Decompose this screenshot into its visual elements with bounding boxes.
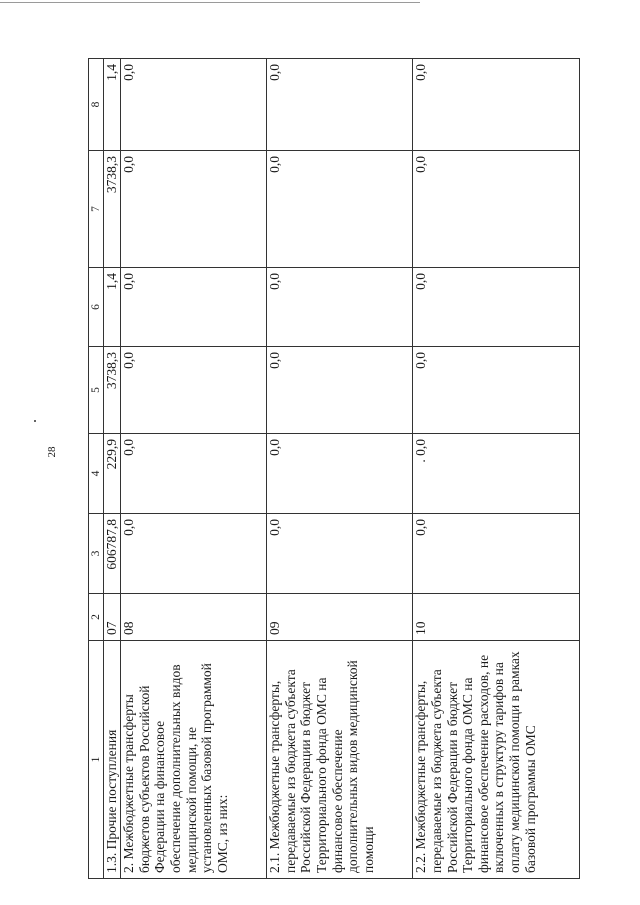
row-label: 2.1. Межбюджетные трансферты, передаваемые из бюджета субъекта Российской Федерации в бюджет Территориального фонда ОМС на финансовое обеспечение дополнительных видов медицинской помощи <box>267 641 413 879</box>
value-cell: 0,0 <box>121 59 267 151</box>
column-number-row <box>89 59 104 879</box>
column-number: 3 <box>89 514 104 594</box>
row-label: 2. Межбюджетные трансферты бюджетов субъектов Российской Федерации на финансовое обеспечение дополнительных видов медицинской помощи, не установленных базовой программой ОМС, из них: <box>121 641 267 879</box>
row-code: 10 <box>413 594 580 641</box>
value-cell: 0,0 <box>267 347 413 434</box>
budget-table <box>88 58 580 879</box>
value-cell: 606787,8 <box>104 514 121 594</box>
value-cell: 1,4 <box>104 268 121 347</box>
row-code: 09 <box>267 594 413 641</box>
table-row <box>121 59 267 879</box>
value-cell: 0,0 <box>413 514 580 594</box>
value-cell: 0,0 <box>121 347 267 434</box>
value-cell: 0,0 <box>121 434 267 514</box>
value-cell: 0,0 <box>267 59 413 151</box>
value-cell: 229,9 <box>104 434 121 514</box>
value-cell: . 0,0 <box>413 434 580 514</box>
column-number: 4 <box>89 434 104 514</box>
column-number: 1 <box>89 641 104 879</box>
value-cell: 0,0 <box>413 151 580 268</box>
value-cell: 3738,3 <box>104 347 121 434</box>
value-cell: 0,0 <box>121 151 267 268</box>
row-code: 08 <box>121 594 267 641</box>
row-label: 2.2. Межбюджетные трансферты, передаваемые из бюджета субъекта Российской Федерации в бюджет Территориального фонда ОМС на финансовое обеспечение расходов, не включенных в структуру тарифов на оплату медицинской помощи в рамках базовой программы ОМС <box>413 641 580 879</box>
value-cell: 0,0 <box>267 434 413 514</box>
value-cell: 0,0 <box>121 268 267 347</box>
table-row <box>104 59 121 879</box>
column-number: 8 <box>89 59 104 151</box>
scan-dot <box>34 420 36 422</box>
page-number: 28 <box>46 446 58 458</box>
value-cell: 0,0 <box>413 268 580 347</box>
value-cell: 0,0 <box>267 151 413 268</box>
column-number: 2 <box>89 594 104 641</box>
column-number: 6 <box>89 268 104 347</box>
top-rule <box>0 2 420 3</box>
row-code: 07 <box>104 594 121 641</box>
value-cell: 0,0 <box>121 514 267 594</box>
value-cell: 1,4 <box>104 59 121 151</box>
column-number: 5 <box>89 347 104 434</box>
rotated-table-container <box>88 59 580 879</box>
table-row <box>267 59 413 879</box>
row-label: 1.3. Прочие поступления <box>104 641 121 879</box>
column-number: 7 <box>89 151 104 268</box>
table-row <box>413 59 580 879</box>
value-cell: 0,0 <box>267 268 413 347</box>
value-cell: 0,0 <box>413 59 580 151</box>
value-cell: 0,0 <box>413 347 580 434</box>
value-cell: 3738,3 <box>104 151 121 268</box>
value-cell: 0,0 <box>267 514 413 594</box>
